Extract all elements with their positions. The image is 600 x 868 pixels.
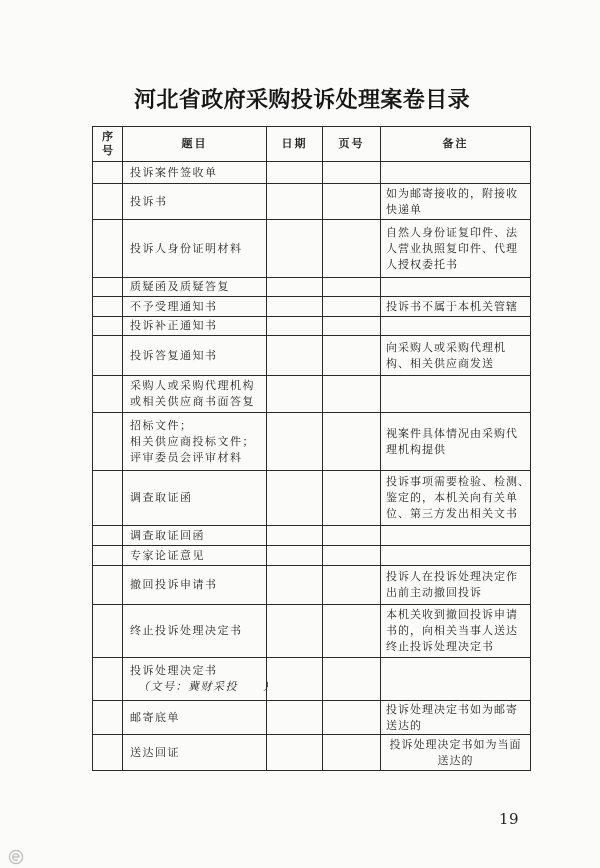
remark-cell [381, 220, 531, 278]
page-cell [323, 336, 381, 376]
remark-text: 投诉书不属于本机关管辖 [386, 299, 518, 313]
item-text: 不予受理通知书 [130, 299, 218, 313]
date-cell [267, 336, 323, 376]
remark-text: 出前主动撤回投诉 [386, 586, 482, 599]
seq-cell [93, 336, 123, 376]
page-title: 河北省政府采购投诉处理案卷目录 [133, 87, 470, 113]
date-cell [267, 605, 323, 658]
remark-cell [381, 701, 531, 735]
table-row [93, 297, 531, 317]
remark-text: 投诉处理决定书如为当面 [389, 737, 522, 751]
item-cell [123, 735, 267, 771]
remark-cell [381, 546, 531, 566]
page-cell [323, 658, 381, 701]
remark-cell [381, 471, 531, 526]
remark-text: 终止投诉处理决定书 [386, 640, 494, 653]
seq-cell [93, 162, 123, 184]
remark-cell [381, 658, 531, 701]
date-cell [267, 297, 323, 317]
table-header [93, 127, 531, 162]
date-cell [267, 184, 323, 220]
item-text: 投诉答复通知书 [130, 348, 218, 362]
item-text: 或相关供应商书面答复 [130, 395, 255, 408]
remark-cell [381, 735, 531, 771]
remark-cell [381, 317, 531, 336]
item-cell [123, 297, 267, 317]
item-cell [123, 336, 267, 376]
seq-cell [93, 278, 123, 297]
page-cell [323, 566, 381, 605]
page-cell [323, 317, 381, 336]
remark-text: 本机关收到撤回投诉申请 [386, 608, 518, 621]
page-cell [323, 735, 381, 771]
page-number: 19 [499, 810, 520, 828]
seq-cell [93, 317, 123, 336]
remark-text: 位、第三方发出相关文书 [386, 507, 518, 520]
remark-cell [381, 376, 531, 413]
date-cell [267, 566, 323, 605]
item-cell [123, 413, 267, 471]
item-text: 邮寄底单 [130, 710, 180, 724]
header-row [93, 127, 531, 162]
seq-cell [93, 297, 123, 317]
item-text: 送达回证 [130, 745, 180, 759]
date-cell [267, 413, 323, 471]
seq-cell [93, 376, 123, 413]
remark-cell [381, 566, 531, 605]
watermark-logo-icon [8, 849, 24, 865]
page-cell [323, 471, 381, 526]
item-cell [123, 278, 267, 297]
page-cell [323, 162, 381, 184]
remark-text: 投诉处理决定书如为邮寄 [386, 702, 518, 716]
item-cell [123, 162, 267, 184]
header-date: 日期 [267, 127, 323, 162]
item-text: 投诉处理决定书 [130, 664, 218, 677]
item-text: 调查取证回函 [130, 528, 205, 542]
page-cell [323, 184, 381, 220]
page-cell [323, 701, 381, 735]
seq-cell [93, 735, 123, 771]
seq-cell [93, 566, 123, 605]
table-row [93, 701, 531, 735]
date-cell [267, 162, 323, 184]
item-text: 调查取证函 [130, 491, 193, 504]
remark-cell [381, 605, 531, 658]
page-cell [323, 413, 381, 471]
table-row [93, 336, 531, 376]
remark-text: 人授权委托书 [386, 257, 458, 271]
catalog-table [92, 126, 531, 771]
remark-cell [381, 297, 531, 317]
item-text: （文号：冀财采投 ） [138, 680, 276, 693]
table-row [93, 566, 531, 605]
page-cell [323, 546, 381, 566]
table-row [93, 413, 531, 471]
date-cell [267, 471, 323, 526]
table-row [93, 376, 531, 413]
item-cell [123, 471, 267, 526]
item-text: 撤回投诉申请书 [130, 578, 218, 591]
date-cell [267, 220, 323, 278]
item-cell [123, 546, 267, 566]
table-row [93, 526, 531, 546]
page-cell [323, 297, 381, 317]
remark-cell [381, 526, 531, 546]
remark-cell [381, 162, 531, 184]
table-row [93, 735, 531, 771]
seq-cell [93, 701, 123, 735]
remark-cell [381, 413, 531, 471]
remark-text: 书的，向相关当事人送达 [386, 624, 518, 637]
remark-cell [381, 278, 531, 297]
table-row [93, 605, 531, 658]
header-page: 页号 [323, 127, 381, 162]
remark-text: 快递单 [386, 202, 422, 216]
remark-text: 视案件具体情况由采购代 [386, 426, 518, 440]
item-cell [123, 566, 267, 605]
header-remark: 备注 [381, 127, 531, 162]
remark-text: 投诉事项需要检验、检测、 [386, 475, 530, 488]
date-cell [267, 658, 323, 701]
remark-text: 自然人身份证复印件、法 [386, 225, 518, 239]
remark-text: 鉴定的，本机关向有关单 [386, 491, 518, 504]
page-cell [323, 605, 381, 658]
item-text: 投诉书 [130, 194, 168, 208]
seq-cell [93, 546, 123, 566]
remark-text: 送达的 [386, 718, 422, 732]
header-seq-label: 序号 [102, 130, 113, 157]
seq-cell [93, 526, 123, 546]
table-row [93, 546, 531, 566]
item-cell [123, 701, 267, 735]
remark-text: 向采购人或采购代理机 [386, 340, 506, 354]
header-seq [93, 127, 123, 162]
seq-cell [93, 605, 123, 658]
date-cell [267, 376, 323, 413]
remark-cell [381, 184, 531, 220]
remark-cell [381, 336, 531, 376]
item-text: 专家论证意见 [130, 548, 205, 562]
item-text: 终止投诉处理决定书 [130, 624, 243, 637]
page-cell [323, 220, 381, 278]
table-row [93, 471, 531, 526]
seq-cell [93, 658, 123, 701]
remark-text: 如为邮寄接收的，附接收 [386, 186, 518, 200]
table-row [93, 162, 531, 184]
item-cell [123, 376, 267, 413]
date-cell [267, 546, 323, 566]
page-cell [323, 278, 381, 297]
table-row [93, 220, 531, 278]
item-text: 招标文件； [130, 418, 193, 432]
header-item: 题目 [123, 127, 267, 162]
item-text: 投诉案件签收单 [130, 165, 218, 179]
seq-cell [93, 220, 123, 278]
item-text: 投诉人身份证明材料 [130, 241, 243, 255]
seq-cell [93, 184, 123, 220]
item-cell [123, 317, 267, 336]
item-cell [123, 605, 267, 658]
date-cell [267, 278, 323, 297]
page-cell [323, 376, 381, 413]
item-text: 投诉补正通知书 [130, 319, 218, 332]
page-cell [323, 526, 381, 546]
remark-text: 理机构提供 [386, 442, 446, 456]
item-cell [123, 526, 267, 546]
remark-text: 投诉人在投诉处理决定作 [386, 570, 518, 583]
table-row [93, 184, 531, 220]
remark-text: 送达的 [437, 753, 474, 767]
table-row [93, 317, 531, 336]
item-text: 相关供应商投标文件； [130, 434, 255, 448]
table-row [93, 278, 531, 297]
remark-text: 构、相关供应商发送 [386, 356, 494, 370]
table-row [93, 658, 531, 701]
item-text: 质疑函及质疑答复 [130, 280, 230, 293]
seq-cell [93, 413, 123, 471]
remark-text: 人营业执照复印件、代理 [386, 241, 518, 255]
date-cell [267, 526, 323, 546]
item-cell [123, 184, 267, 220]
seq-cell [93, 471, 123, 526]
date-cell [267, 701, 323, 735]
table-body [93, 162, 531, 771]
date-cell [267, 735, 323, 771]
item-cell [123, 658, 276, 701]
item-cell [123, 220, 267, 278]
date-cell [267, 317, 323, 336]
item-text: 评审委员会评审材料 [130, 450, 243, 464]
item-text: 采购人或采购代理机构 [130, 379, 255, 392]
